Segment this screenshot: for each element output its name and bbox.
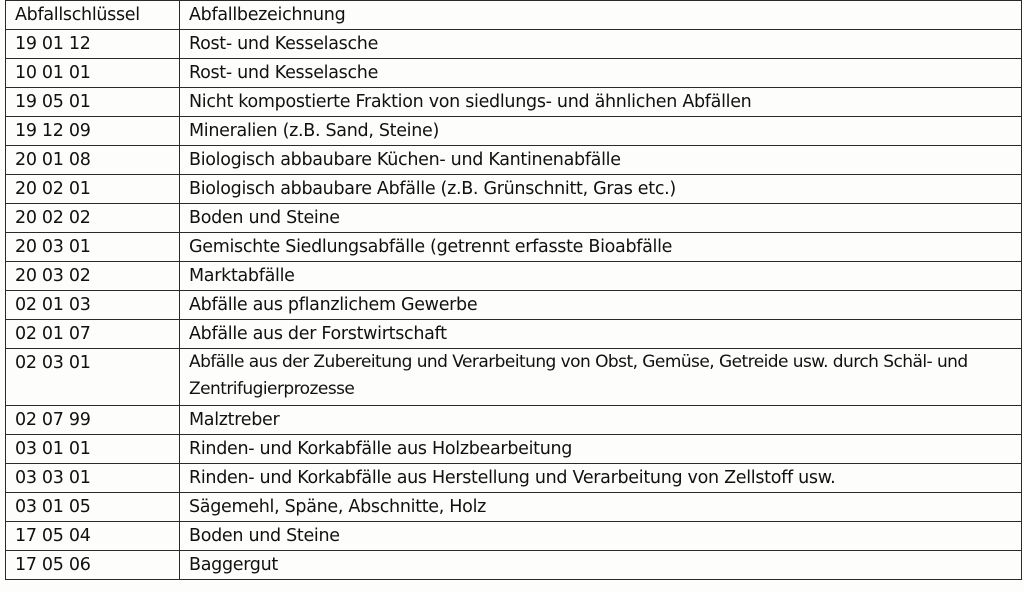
waste-name-cell: Malztreber	[180, 406, 1022, 435]
waste-code-cell: 17 05 06	[6, 551, 180, 580]
waste-name-cell: Rinden- und Korkabfälle aus Holzbearbeitung	[180, 435, 1022, 464]
waste-code-cell: 19 05 01	[6, 88, 180, 117]
table-row	[6, 406, 1022, 435]
table-row	[6, 88, 1022, 117]
waste-name-cell: Marktabfälle	[180, 262, 1022, 291]
table-row	[6, 291, 1022, 320]
table-row	[6, 233, 1022, 262]
table-row	[6, 349, 1022, 406]
header-waste-name: Abfallbezeichnung	[180, 1, 1022, 30]
waste-name-cell: Biologisch abbaubare Küchen- und Kantinenabfälle	[180, 146, 1022, 175]
header-waste-code: Abfallschlüssel	[6, 1, 180, 30]
waste-code-cell: 17 05 04	[6, 522, 180, 551]
waste-code-cell: 03 01 05	[6, 493, 180, 522]
table-row	[6, 59, 1022, 88]
waste-name-cell: Sägemehl, Späne, Abschnitte, Holz	[180, 493, 1022, 522]
waste-name-cell: Biologisch abbaubare Abfälle (z.B. Grünschnitt, Gras etc.)	[180, 175, 1022, 204]
table-row	[6, 522, 1022, 551]
waste-code-cell: 19 01 12	[6, 30, 180, 59]
table-row	[6, 175, 1022, 204]
table-row	[6, 204, 1022, 233]
waste-name-cell: Nicht kompostierte Fraktion von siedlungs- und ähnlichen Abfällen	[180, 88, 1022, 117]
waste-name-cell: Rinden- und Korkabfälle aus Herstellung und Verarbeitung von Zellstoff usw.	[180, 464, 1022, 493]
table-row	[6, 30, 1022, 59]
waste-name-cell: Rost- und Kesselasche	[180, 30, 1022, 59]
table-row	[6, 146, 1022, 175]
waste-code-cell: 03 01 01	[6, 435, 180, 464]
waste-name-cell: Mineralien (z.B. Sand, Steine)	[180, 117, 1022, 146]
waste-name-cell: Abfälle aus der Forstwirtschaft	[180, 320, 1022, 349]
waste-name-cell: Boden und Steine	[180, 522, 1022, 551]
waste-name-cell: Abfälle aus der Zubereitung und Verarbeitung von Obst, Gemüse, Getreide usw. durch Schäl- und Zentrifugierprozesse	[180, 349, 1022, 406]
waste-code-cell: 03 03 01	[6, 464, 180, 493]
waste-code-cell: 20 01 08	[6, 146, 180, 175]
waste-code-cell: 02 01 03	[6, 291, 180, 320]
table-row	[6, 464, 1022, 493]
waste-name-cell: Rost- und Kesselasche	[180, 59, 1022, 88]
waste-code-cell: 02 07 99	[6, 406, 180, 435]
waste-code-cell: 20 02 02	[6, 204, 180, 233]
table-row	[6, 493, 1022, 522]
table-row	[6, 551, 1022, 580]
table-row	[6, 435, 1022, 464]
waste-code-cell: 10 01 01	[6, 59, 180, 88]
waste-code-cell: 02 01 07	[6, 320, 180, 349]
table-header-row	[6, 1, 1022, 30]
waste-code-cell: 19 12 09	[6, 117, 180, 146]
waste-code-cell: 20 03 02	[6, 262, 180, 291]
waste-code-cell: 20 02 01	[6, 175, 180, 204]
waste-name-cell: Boden und Steine	[180, 204, 1022, 233]
waste-code-table	[5, 0, 1022, 580]
waste-name-cell: Gemischte Siedlungsabfälle (getrennt erfasste Bioabfälle	[180, 233, 1022, 262]
table-row	[6, 320, 1022, 349]
cropped-text-remnant	[5, 588, 285, 592]
waste-name-cell: Baggergut	[180, 551, 1022, 580]
waste-name-cell: Abfälle aus pflanzlichem Gewerbe	[180, 291, 1022, 320]
table-row	[6, 262, 1022, 291]
waste-code-cell: 20 03 01	[6, 233, 180, 262]
waste-code-cell: 02 03 01	[6, 349, 180, 406]
table-row	[6, 117, 1022, 146]
